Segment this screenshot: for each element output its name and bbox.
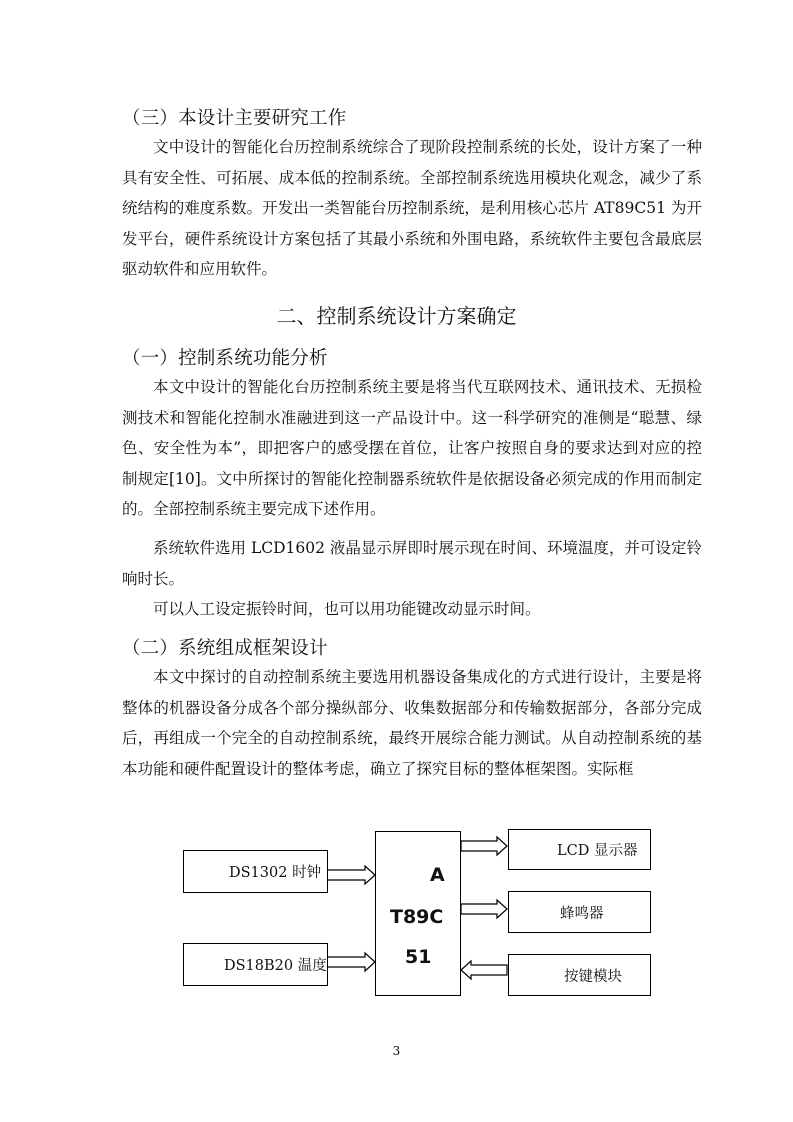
paragraph-research-work: 文中设计的智能化台历控制系统综合了现阶段控制系统的长处，设计方案了一种具有安全性、可拓展、成本低的控制系统。全部控制系统选用模块化观念，减少了系统结构的难度系数。开发出一类智能台历控制系统，是利用核心芯片 AT89C51 为开发平台，硬件系统设计方案包括了其最小系统和外围电路，系统软件主要包含最底层驱动软件和应用软件。	[122, 138, 702, 278]
buzzer-label: 蜂鸣器	[560, 905, 604, 922]
mcu-label-line-2: T89C	[390, 906, 444, 928]
lcd-display-box	[508, 829, 651, 870]
ds18b20-temperature-box	[183, 943, 328, 986]
lcd-display-label: LCD 显示器	[557, 843, 638, 859]
paragraph-framework-design: 本文中探讨的自动控制系统主要选用机器设备集成化的方式进行设计，主要是将整体的机器设备分成各个部分操纵部分、收集数据部分和传输数据部分，各部分完成后，再组成一个完全的自动控制系统，最终开展综合能力测试。从自动控制系统的基本功能和硬件配置设计的整体考虑，确立了探究目标的整体框架图。实际框	[122, 668, 702, 778]
arrow-keys-to-mcu	[461, 961, 507, 979]
buzzer-box	[508, 891, 651, 933]
arrow-mcu-to-lcd	[461, 837, 507, 855]
arrow-ds1302-to-mcu	[327, 866, 375, 884]
paragraph-ring-setting: 可以人工设定振铃时间，也可以用功能键改动显示时间。	[153, 600, 541, 618]
arrow-ds18b20-to-mcu	[327, 953, 375, 971]
mcu-at89c51-box	[375, 831, 461, 996]
mcu-label-line-3: 51	[405, 946, 432, 968]
ds1302-clock-box	[183, 850, 328, 893]
mcu-label-line-1: A	[430, 864, 445, 886]
key-module-label: 按键模块	[564, 968, 622, 985]
chapter-heading: 二、控制系统设计方案确定	[276, 304, 517, 328]
ds1302-clock-label: DS1302 时钟	[229, 865, 322, 881]
section-heading-research-work: （三）本设计主要研究工作	[122, 108, 347, 129]
paragraph-function-analysis: 本文中设计的智能化台历控制系统主要是将当代互联网技术、通讯技术、无损检测技术和智能化控制水准融进到这一产品设计中。这一科学研究的准侧是“聪慧、绿色、安全性为本”，即把客户的感受摆在首位，让客户按照自身的要求达到对应的控制规定[10]。文中所探讨的智能化控制器系统软件是依据设备必须完成的作用而制定的。全部控制系统主要完成下述作用。	[122, 378, 702, 518]
key-module-box	[508, 954, 651, 996]
paragraph-lcd-function: 系统软件选用 LCD1602 液晶显示屏即时展示现在时间、环境温度，并可设定铃响时长。	[122, 539, 702, 588]
section-heading-framework-design: （二）系统组成框架设计	[122, 638, 328, 659]
section-heading-function-analysis: （一）控制系统功能分析	[122, 348, 328, 369]
page-number: 3	[392, 1044, 401, 1058]
ds18b20-temperature-label: DS18B20 温度	[224, 958, 327, 974]
arrow-mcu-to-buzzer	[461, 900, 507, 918]
